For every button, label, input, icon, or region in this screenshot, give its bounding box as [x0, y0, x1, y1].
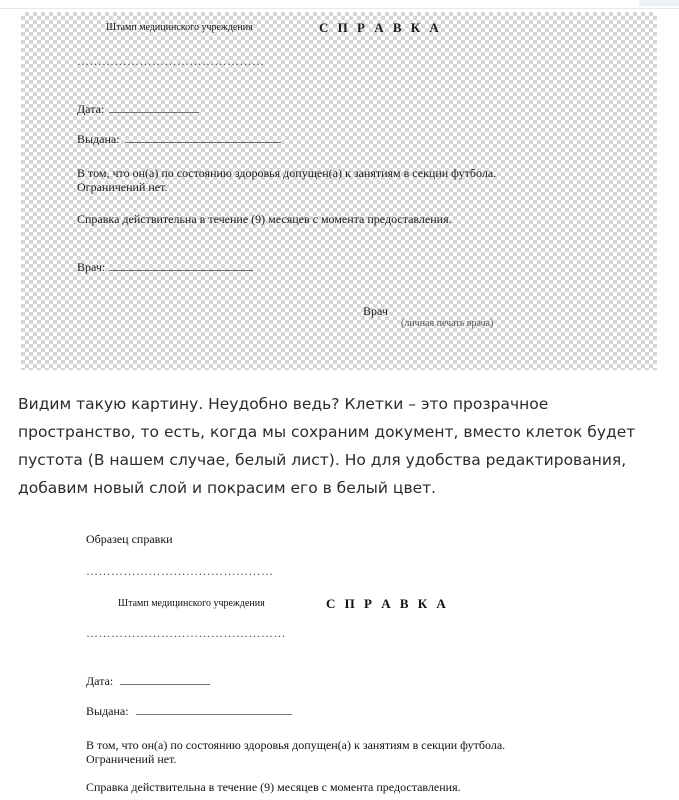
article-paragraph: Видим такую картину. Неудобно ведь? Клетки – это прозрачное пространство, то есть, когда мы сохраним документ, вместо клеток будет пустота (В нашем случае, белый лист). Но для удобства редактирования, добавим новый слой и покрасим его в белый цвет.	[18, 395, 636, 497]
stamp-label: Штамп медицинского учреждения	[118, 598, 265, 609]
date-blank: _______________	[109, 100, 199, 114]
body-line-1: В том, что он(а) по состоянию здоровья допущен(а) к занятиям в секции футбола.	[77, 166, 497, 180]
sample-document-figure	[0, 520, 679, 800]
issued-blank: __________________________	[136, 702, 292, 716]
body-line-2: Ограничений нет.	[77, 180, 168, 194]
dotted-line-top: ………………………………………	[86, 564, 274, 578]
body-line-2: Ограничений нет.	[86, 752, 177, 766]
validity-text: Справка действительна в течение (9) месяцев с момента предоставления.	[86, 780, 461, 794]
date-blank: _______________	[120, 672, 210, 686]
browser-top-bar	[0, 0, 679, 9]
date-label: Дата:	[86, 674, 114, 688]
body-line-1: В том, что он(а) по состоянию здоровья допущен(а) к занятиям в секции футбола.	[86, 738, 506, 752]
issued-label: Выдана:	[77, 132, 120, 146]
sample-title: Образец справки	[86, 532, 173, 546]
document-title: С П Р А В К А	[326, 596, 449, 611]
issued-label: Выдана:	[86, 704, 129, 718]
dotted-line: …………………………………………	[86, 626, 286, 640]
date-label: Дата:	[77, 102, 105, 116]
dotted-line: ………………………………………	[77, 54, 265, 68]
doctor-seal-note: (личная печать врача)	[401, 318, 494, 329]
doctor-blank: ________________________	[109, 258, 253, 272]
top-bar-accent	[639, 0, 679, 6]
validity-text: Справка действительна в течение (9) месяцев с момента предоставления.	[77, 212, 452, 226]
doctor-sign-label: Врач	[363, 304, 388, 318]
stamp-label: Штамп медицинского учреждения	[106, 22, 253, 33]
doctor-label: Врач:	[77, 260, 106, 274]
transparent-canvas-figure	[21, 12, 657, 370]
document-title: С П Р А В К А	[319, 20, 442, 35]
issued-blank: __________________________	[125, 130, 281, 144]
